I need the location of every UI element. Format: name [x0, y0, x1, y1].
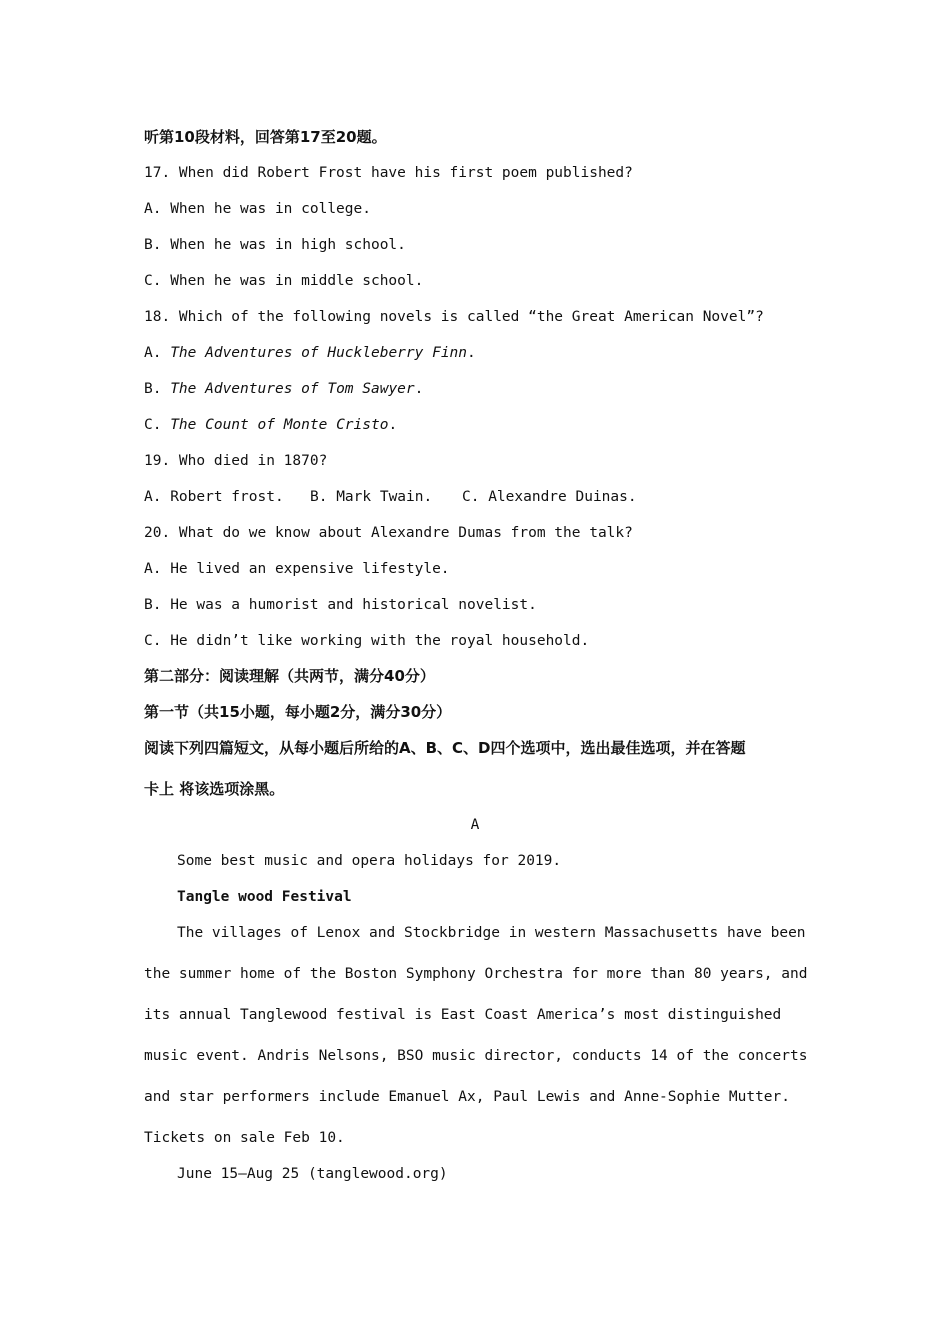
- listening-heading: 听第10段材料，回答第17至20题。: [144, 128, 387, 146]
- q18-c-title: The Count of Monte Cristo: [170, 417, 389, 433]
- passage-body-line: and star performers include Emanuel Ax, Paul Lewis and Anne-Sophie Mutter.: [144, 1089, 791, 1105]
- passage-body-line: music event. Andris Nelsons, BSO music director, conducts 14 of the concerts: [144, 1048, 808, 1064]
- passage-body-line: Tickets on sale Feb 10.: [144, 1130, 345, 1146]
- question-20: 20. What do we know about Alexandre Dumas from the talk?: [144, 525, 633, 541]
- passage-subtitle: Tangle wood Festival: [177, 889, 352, 905]
- q20-option-c: C. He didn’t like working with the royal household.: [144, 633, 590, 649]
- reading-part-heading: 第二部分：阅读理解（共两节，满分40分）: [144, 667, 435, 685]
- q18-a-prefix: A.: [144, 345, 171, 361]
- reading-instruction-line1: 阅读下列四篇短文，从每小题后所给的A、B、C、D四个选项中，选出最佳选项，并在答题: [144, 739, 746, 757]
- passage-body-line: its annual Tanglewood festival is East Coast America’s most distinguished: [144, 1007, 782, 1023]
- reading-instruction-line2: 卡上 将该选项涂黑。: [144, 780, 285, 798]
- q18-c-prefix: C.: [144, 417, 171, 433]
- q18-c-suffix: .: [388, 417, 398, 433]
- reading-section-heading: 第一节（共15小题，每小题2分，满分30分）: [144, 703, 452, 721]
- passage-body-line: the summer home of the Boston Symphony Orchestra for more than 80 years, and: [144, 966, 808, 982]
- q17-option-a: A. When he was in college.: [144, 201, 371, 217]
- passage-body-line: The villages of Lenox and Stockbridge in western Massachusetts have been: [177, 925, 806, 941]
- q19-option-a: A. Robert frost.: [144, 489, 284, 505]
- q18-a-title: The Adventures of Huckleberry Finn: [170, 345, 468, 361]
- q18-option-a: [144, 343, 476, 363]
- q18-option-c: [144, 415, 397, 435]
- q17-option-b: B. When he was in high school.: [144, 237, 406, 253]
- q19-option-b: B. Mark Twain.: [310, 489, 433, 505]
- q18-b-suffix: .: [414, 381, 424, 397]
- passage-dates: June 15—Aug 25 (tanglewood.org): [177, 1166, 448, 1182]
- q18-a-suffix: .: [467, 345, 476, 361]
- q18-b-prefix: B.: [144, 381, 171, 397]
- q20-option-a: A. He lived an expensive lifestyle.: [144, 561, 450, 577]
- q18-b-title: The Adventures of Tom Sawyer: [170, 381, 415, 397]
- question-18: 18. Which of the following novels is called “the Great American Novel”?: [144, 309, 764, 325]
- q19-option-c: C. Alexandre Duinas.: [462, 489, 637, 505]
- q18-option-b: [144, 379, 423, 399]
- passage-label: A: [470, 817, 480, 833]
- question-19: 19. Who died in 1870?: [144, 453, 328, 469]
- q20-option-b: B. He was a humorist and historical novelist.: [144, 597, 537, 613]
- question-17: 17. When did Robert Frost have his first poem published?: [144, 165, 633, 181]
- q17-option-c: C. When he was in middle school.: [144, 273, 424, 289]
- passage-intro: Some best music and opera holidays for 2019.: [177, 853, 562, 869]
